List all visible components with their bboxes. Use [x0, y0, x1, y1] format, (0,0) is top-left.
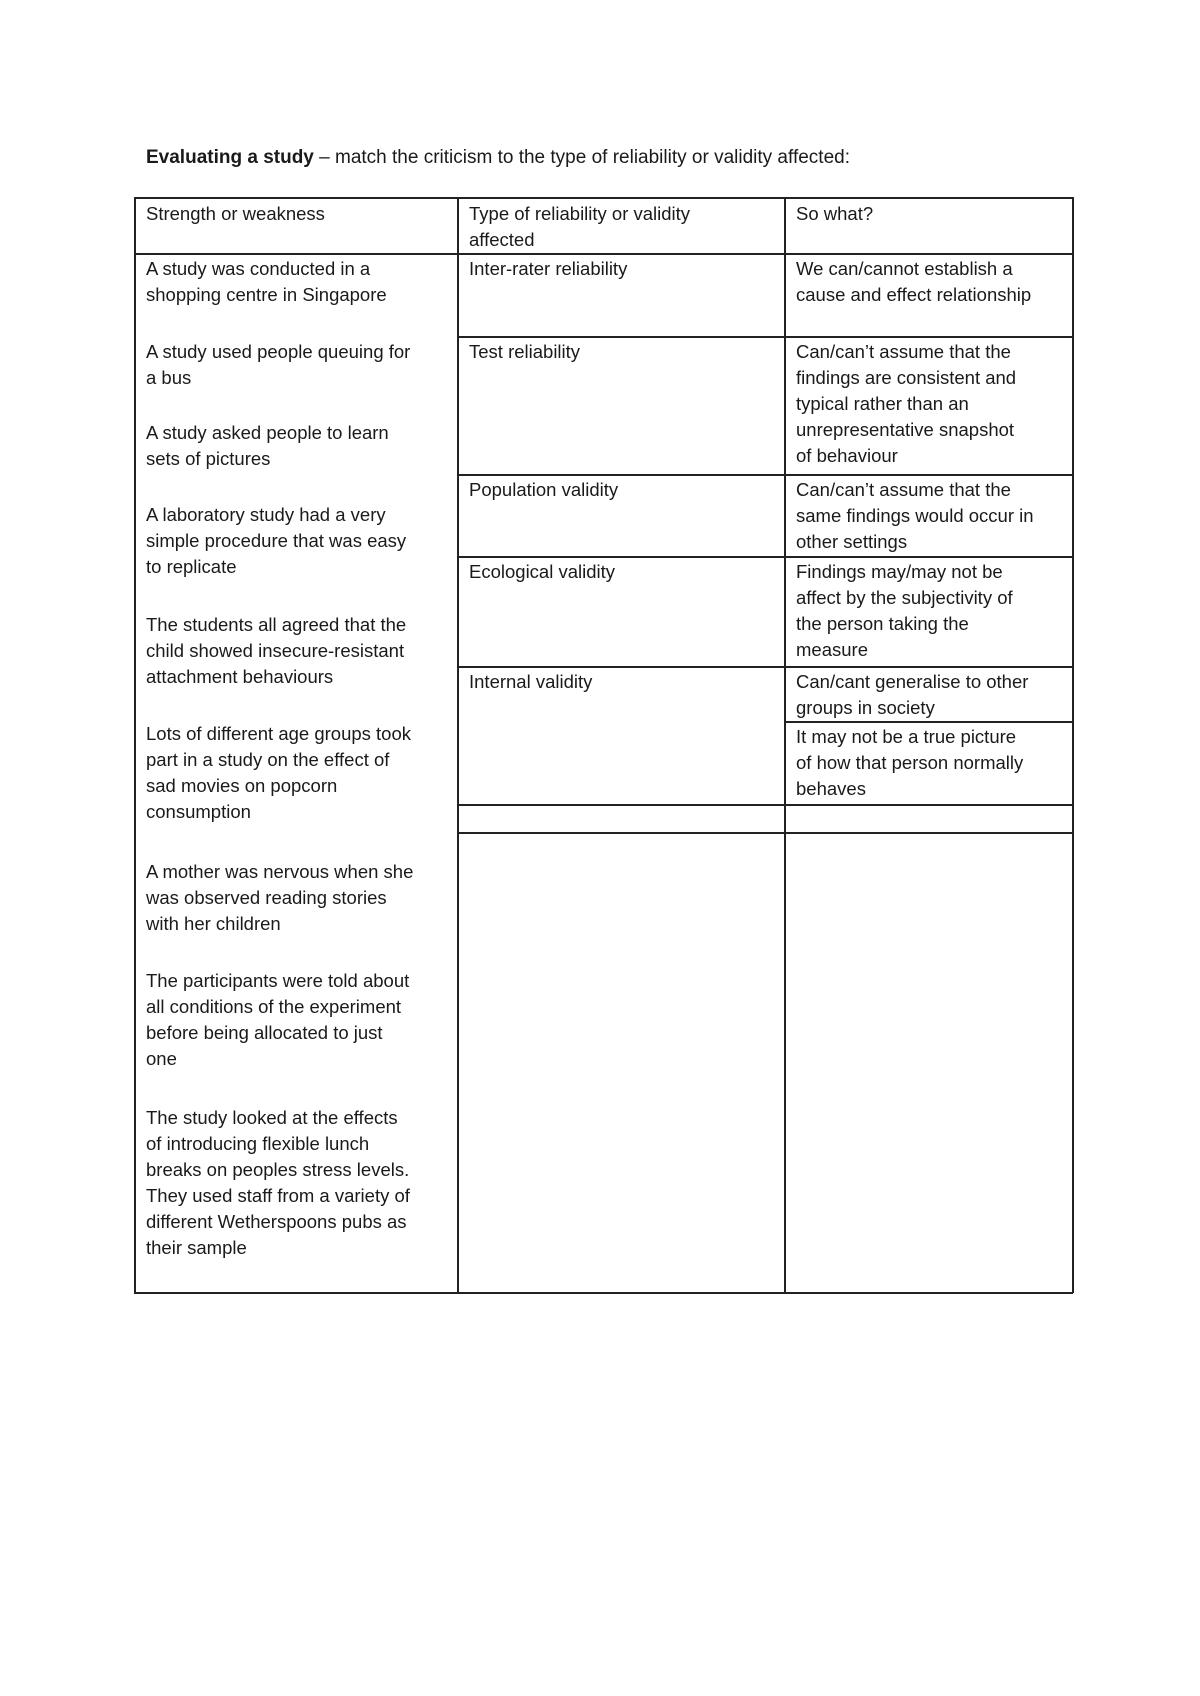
so-what-item: Can/can’t assume that the same findings would occur in other settings: [796, 479, 1034, 552]
worksheet-heading: [146, 147, 850, 169]
type-test-reliability: Test reliability: [469, 341, 581, 362]
table-header-divider: [134, 253, 1073, 255]
row-divider: [457, 832, 1073, 834]
so-what-item: Findings may/may not be affect by the subjectivity of the person taking the measure: [796, 561, 1013, 660]
criticism-item: A study asked people to learn sets of pictures: [146, 422, 389, 469]
row-divider: [457, 804, 1073, 806]
type-population-validity: Population validity: [469, 479, 619, 500]
so-what-item: Can/can’t assume that the findings are consistent and typical rather than an unrepresentative snapshot of behaviour: [796, 341, 1017, 466]
row-divider: [457, 666, 1073, 668]
criticism-item: A study was conducted in a shopping centre in Singapore: [146, 258, 387, 305]
header-so-what: So what?: [796, 203, 874, 224]
table-border-left: [134, 197, 136, 1293]
table-border-right: [1072, 197, 1074, 1293]
criticism-item: A study used people queuing for a bus: [146, 341, 411, 388]
header-type-affected: Type of reliability or validity affected: [469, 203, 691, 250]
so-what-item: We can/cannot establish a cause and effect relationship: [796, 258, 1032, 305]
criticism-item: Lots of different age groups took part in a study on the effect of sad movies on popcorn consumption: [146, 723, 412, 822]
table-border-col2: [457, 197, 459, 1293]
row-divider: [457, 556, 1073, 558]
row-divider: [784, 721, 1073, 723]
type-internal-validity: Internal validity: [469, 671, 593, 692]
type-ecological-validity: Ecological validity: [469, 561, 616, 582]
heading-title: Evaluating a study: [146, 147, 314, 168]
table-border-col3: [784, 197, 786, 1293]
table-border-bottom: [134, 1292, 1073, 1294]
criticism-item: A mother was nervous when she was observed reading stories with her children: [146, 861, 414, 934]
row-divider: [457, 474, 1073, 476]
row-divider: [457, 336, 1073, 338]
heading-instruction: – match the criticism to the type of reliability or validity affected:: [313, 147, 850, 168]
header-strength-or-weakness: Strength or weakness: [146, 203, 325, 224]
table-border-top: [134, 197, 1073, 199]
so-what-item: Can/cant generalise to other groups in society: [796, 671, 1029, 718]
criticism-item: A laboratory study had a very simple procedure that was easy to replicate: [146, 504, 407, 577]
criticism-item: The participants were told about all conditions of the experiment before being allocated to just one: [146, 970, 410, 1069]
so-what-item: It may not be a true picture of how that person normally behaves: [796, 726, 1024, 799]
criticism-item: The study looked at the effects of introducing flexible lunch breaks on peoples stress levels. They used staff from a variety of different Wetherspoons pubs as their sample: [146, 1107, 410, 1258]
criticism-item: The students all agreed that the child showed insecure-resistant attachment behaviours: [146, 614, 407, 687]
type-inter-rater-reliability: Inter-rater reliability: [469, 258, 628, 279]
